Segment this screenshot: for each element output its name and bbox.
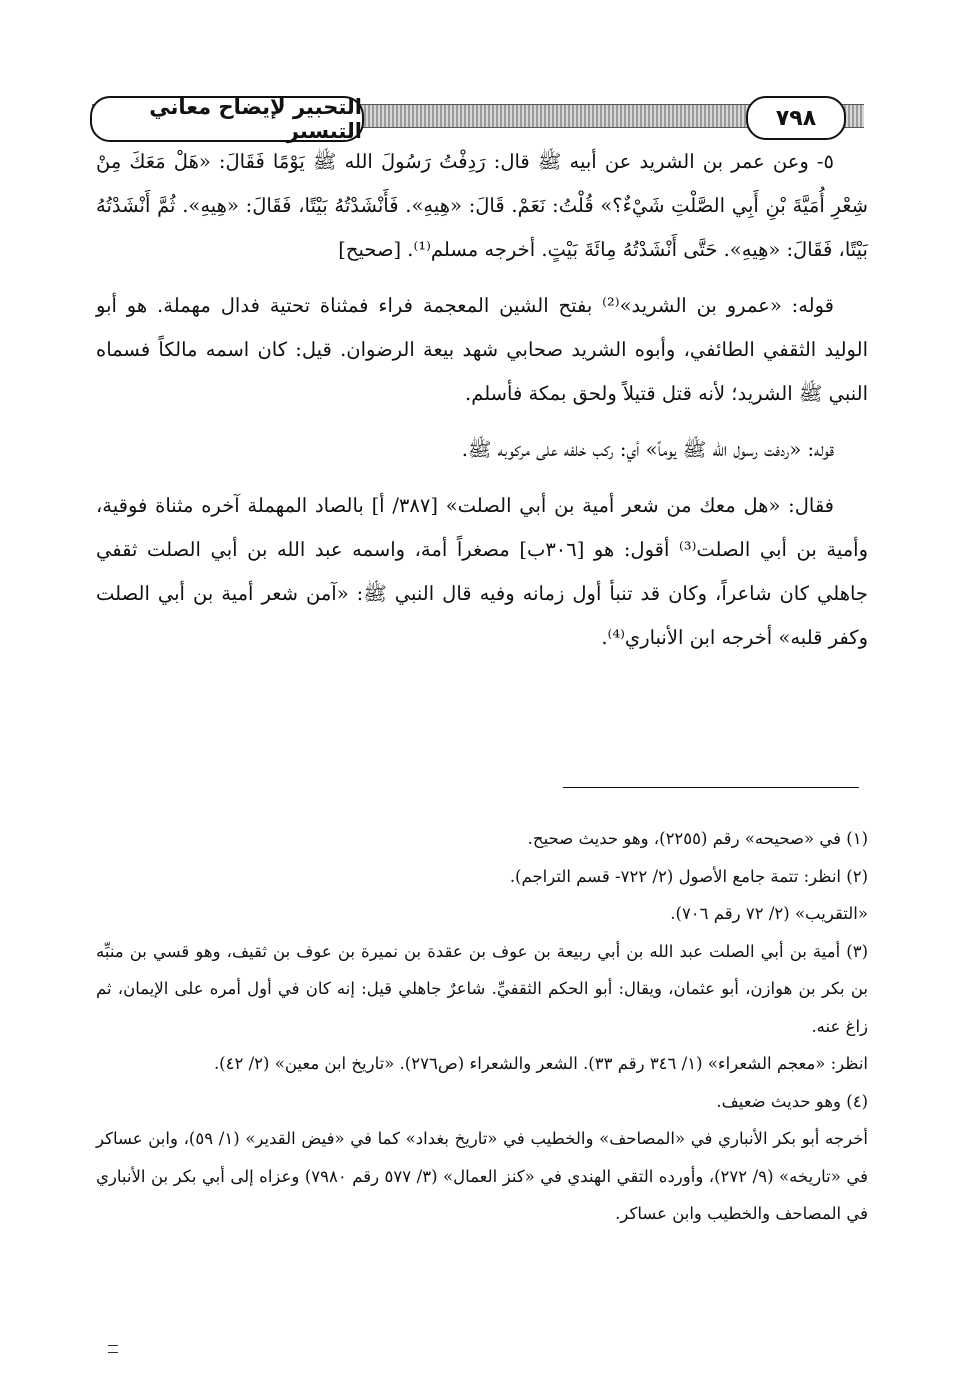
footnote-4-continued: أخرجه أبو بكر الأنباري في «المصاحف» والخطيب في «تاريخ بغداد» كما في «فيض القدير» (١/ ٥٩)، وابن عساكر في «تاريخه» (٩/ ٢٧٢)، وأورده التقي الهندي في «كنز العمال» (٣/ ٥٧٧ رقم ٧٩٨٠) وعزاه إلى أبي بكر بن الأنباري في المصاحف والخطيب وابن عساكر.	[96, 1129, 869, 1223]
footnote-separator	[563, 787, 859, 788]
footnote-2: (٢) انظر: تتمة جامع الأصول (٢/ ٧٢٢- قسم التراجم).	[509, 866, 868, 886]
page-number: ٧٩٨	[746, 96, 846, 140]
hadith-paragraph: ٥- وعن عمر بن الشريد عن أبيه ﷺ قال: رَدِفْتُ رَسُولَ الله ﷺ يَوْمًا فَقَالَ: «هَلْ مَعَكَ مِنْ شِعْرِ أُمَيَّةَ بْنِ أَبِي الصَّلْتِ شَيْءٌ؟» قُلْتُ: نَعَمْ. قَالَ: «هِيهِ». فَأَنْشَدْتُهُ بَيْتًا، فَقَالَ: «هِيهِ». ثُمَّ أَنْشَدْتُهُ بَيْتًا، فَقَالَ: «هِيهِ». حَتَّى أَنْشَدْتُهُ مِائَةَ بَيْتٍ. أخرجه مسلم⁽¹⁾. [صحيح]	[96, 150, 868, 261]
footnote-4: (٤) وهو حديث ضعيف.	[716, 1091, 868, 1111]
main-text	[96, 140, 868, 660]
footnote-1: (١) في «صحيحه» رقم (٢٢٥٥)، وهو حديث صحيح.	[527, 829, 868, 848]
footnote-3-continued: انظر: «معجم الشعراء» (١/ ٣٤٦ رقم ٣٣). الشعر والشعراء (ص٢٧٦). «تاريخ ابن معين» (٢/ ٤٢).	[213, 1054, 868, 1073]
footnotes	[96, 820, 868, 1233]
page-mark	[108, 1345, 118, 1353]
commentary-paragraph-3: فقال: «هل معك من شعر أمية بن أبي الصلت» [٣٨٧/ أ] بالصاد المهملة آخره مثناة فوقية، وأمية بن أبي الصلت⁽³⁾ أقول: هو [٣٠٦ب] مصغراً أمة، واسمه عبد الله بن أبي الصلت ثقفي جاهلي كان شاعراً، وكان قد تنبأ أول زمانه وفيه قال النبي ﷺ: «آمن شعر أمية بن أبي الصلت وكفر قلبه» أخرجه ابن الأنباري⁽⁴⁾.	[96, 494, 868, 649]
footnote-3: (٣) أمية بن أبي الصلت عبد الله بن أبي ربيعة بن عوف بن عقدة بن نميرة بن عوف بن ثقيف، وهو قسي بن منبِّه بن بكر بن هوازن، أبو عثمان، ويقال: أبو الحكم الثقفيِّ. شاعرٌ جاهلي قيل: إنه كان في أول أمره على الإيمان، ثم زاغ عنه.	[96, 941, 868, 1036]
commentary-paragraph-1: قوله: «عمرو بن الشريد»⁽²⁾ بفتح الشين المعجمة فراء فمثناة تحتية فدال مهملة. هو أبو الوليد الثقفي الطائفي، وأبوه الشريد صحابي شهد بيعة الرضوان. قيل: كان اسمه مالكاً فسماه النبي ﷺ الشريد؛ لأنه قتل قتيلاً ولحق بمكة فأسلم.	[96, 294, 868, 405]
footnote-2-continued: «التقريب» (٢/ ٧٢ رقم ٧٠٦).	[670, 904, 868, 923]
commentary-paragraph-2: قوله: «ردفت رسول الله ﷺ يوماً» أي: ركب خلفه على مركوبه ﷺ.	[461, 438, 834, 461]
book-title: التحبير لإيضاح معاني التيسير	[90, 96, 364, 142]
